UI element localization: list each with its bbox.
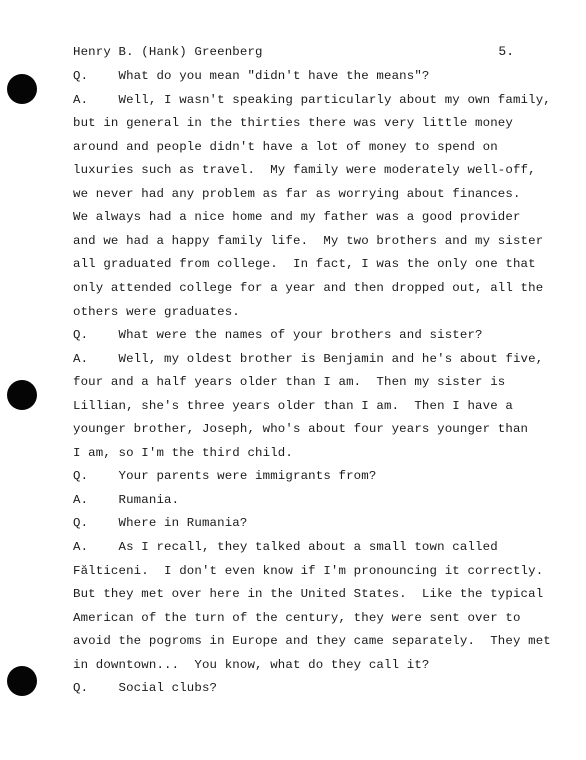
- transcript-line: younger brother, Joseph, who's about four years younger than: [73, 422, 529, 437]
- binder-hole-bottom: [7, 666, 37, 696]
- transcript-line: Lillian, she's three years older than I am. Then I have a: [73, 398, 513, 413]
- transcript-line: all graduated from college. In fact, I was the only one that: [73, 257, 536, 272]
- transcript-line: avoid the pogroms in Europe and they came separately. They met: [73, 634, 551, 649]
- transcript-line: we never had any problem as far as worrying about finances.: [73, 186, 521, 201]
- transcript-line: A. Well, I wasn't speaking particularly about my own family,: [73, 92, 551, 107]
- transcript-line: Q. Social clubs?: [73, 681, 218, 696]
- transcript-line: and we had a happy family life. My two brothers and my sister: [73, 233, 544, 248]
- transcript-line: others were graduates.: [73, 304, 240, 319]
- transcript-line: Q. Where in Rumania?: [73, 516, 248, 531]
- binder-hole-top: [7, 74, 37, 104]
- binder-hole-middle: [7, 380, 37, 410]
- transcript-line: A. As I recall, they talked about a small town called: [73, 540, 498, 554]
- transcript-line: Q. What were the names of your brothers and sister?: [73, 328, 483, 343]
- transcript-line: But they met over here in the United States. Like the typical: [73, 587, 544, 602]
- transcript-line: American of the turn of the century, they were sent over to: [73, 610, 521, 625]
- page-number: 5.: [498, 44, 514, 59]
- transcript-line: around and people didn't have a lot of money to spend on: [73, 139, 498, 154]
- transcript-line: but in general in the thirties there was very little money: [73, 116, 513, 131]
- transcript-line: in downtown... You know, what do they call it?: [73, 657, 430, 672]
- transcript-line: We always had a nice home and my father was a good provider: [73, 210, 521, 225]
- transcript-line: Fălticeni. I don't even know if I'm pronouncing it correctly.: [73, 563, 544, 578]
- transcript-line: A. Well, my oldest brother is Benjamin and he's about five,: [73, 351, 544, 366]
- transcript-line: only attended college for a year and then dropped out, all the: [73, 280, 544, 295]
- transcript-line: A. Rumania.: [73, 492, 180, 507]
- transcript-line: Q. Your parents were immigrants from?: [73, 469, 377, 484]
- transcript-line: Q. What do you mean "didn't have the means"?: [73, 69, 430, 83]
- transcript-line: luxuries such as travel. My family were moderately well-off,: [73, 163, 536, 178]
- header-name: Henry B. (Hank) Greenberg: [73, 45, 263, 59]
- transcript-line: I am, so I'm the third child.: [73, 445, 293, 460]
- transcript-line: four and a half years older than I am. Then my sister is: [73, 375, 506, 390]
